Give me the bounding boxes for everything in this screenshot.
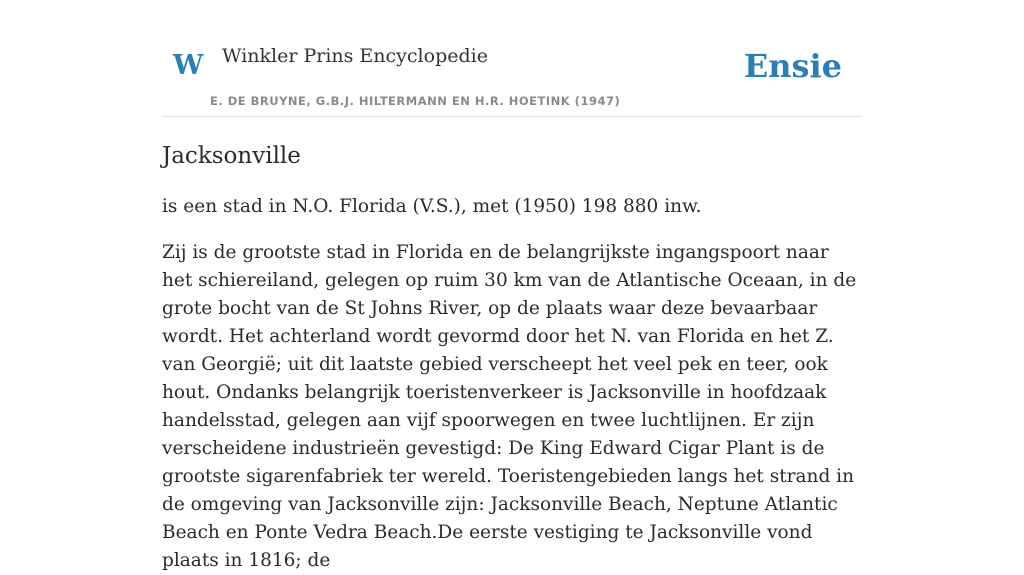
publication-title[interactable]: Winkler Prins Encyclopedie (222, 45, 488, 67)
article-paragraph-body: Zij is de grootste stad in Florida en de belangrijkste ingangspoort naar het schiereiland, gelegen op ruim 30 km van de Atlantische Oceaan, in de grote bocht van de St Johns River, op de plaats waar deze bevaarbaar wordt. Het achterland wordt gevormd door het N. van Florida en het Z. van Georgië; uit dit laatste gebied verscheept het veel pek en teer, ook hout. Ondanks belangrijk toeristenverkeer is Jacksonville in hoofdzaak handelsstad, gelegen aan vijf spoorwegen en twee luchtlijnen. Er zijn verscheidene industrieën gevestigd: De King Edward Cigar Plant is de grootste sigarenfabriek ter wereld. Toeristengebieden langs het strand in de omgeving van Jacksonville zijn: Jacksonville Beach, Neptune Atlantic Beach en Ponte Vedra Beach.De eerste vestiging te Jacksonville vond plaats in 1816; de (162, 242, 857, 571)
article-title: Jacksonville (162, 143, 301, 169)
article (162, 141, 862, 575)
brand-logo-link[interactable]: Ensie (743, 47, 842, 85)
article-paragraph-intro: is een stad in N.O. Florida (V.S.), met (1950) 198 880 inw. (162, 196, 702, 217)
publication-authors: E. DE BRUYNE, G.B.J. HILTERMANN EN H.R. HOETINK (1947) (210, 94, 621, 108)
publication-logo[interactable]: W (173, 50, 204, 81)
site-header (162, 0, 862, 117)
page-container (162, 0, 862, 575)
